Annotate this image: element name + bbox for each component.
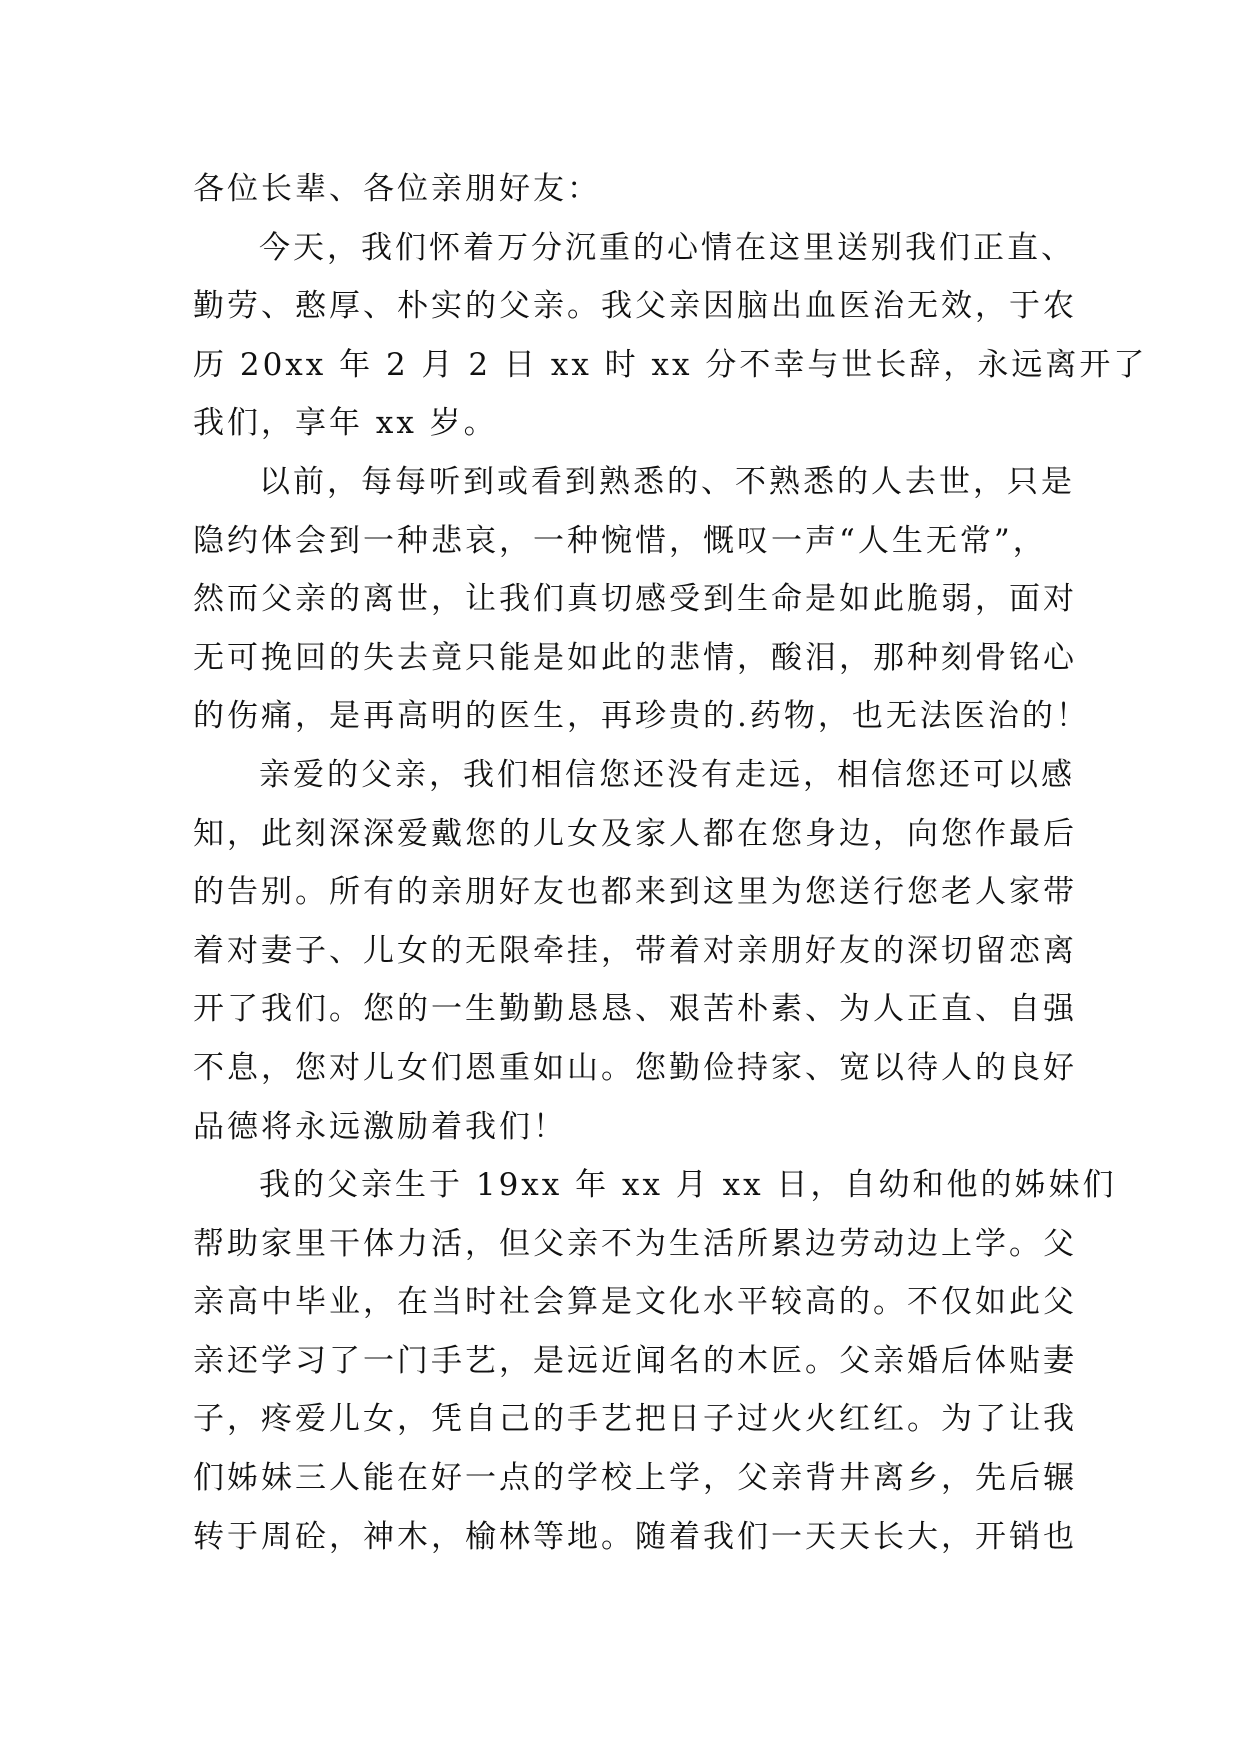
paragraph-3-line-6: 不息，您对儿女们恩重如山。您勤俭持家、宽以待人的良好	[193, 1049, 1077, 1086]
paragraph-2-line-1: 以前，每每听到或看到熟悉的、不熟悉的人去世，只是	[259, 463, 1075, 500]
paragraph-1-line-3: 历 20xx 年 2 月 2 日 xx 时 xx 分不幸与世长辞，永远离开了	[193, 346, 1148, 383]
salutation-line: 各位长辈、各位亲朋好友：	[193, 171, 601, 207]
paragraph-3-line-1: 亲爱的父亲，我们相信您还没有走远，相信您还可以感	[259, 756, 1075, 793]
paragraph-4-line-5: 子，疼爱儿女，凭自己的手艺把日子过火火红红。为了让我	[193, 1401, 1077, 1438]
paragraph-4-line-4: 亲还学习了一门手艺，是远近闻名的木匠。父亲婚后体贴妻	[193, 1342, 1077, 1379]
paragraph-4-line-7: 转于周砼，神木，榆林等地。随着我们一天天长大，开销也	[193, 1518, 1077, 1555]
paragraph-2-line-2: 隐约体会到一种悲哀，一种惋惜，慨叹一声“人生无常”，	[193, 522, 1047, 559]
paragraph-1-line-2: 勤劳、憨厚、朴实的父亲。我父亲因脑出血医治无效，于农	[193, 288, 1077, 325]
paragraph-3-line-2: 知，此刻深深爱戴您的儿女及家人都在您身边，向您作最后	[193, 815, 1077, 852]
paragraph-1-line-1: 今天，我们怀着万分沉重的心情在这里送别我们正直、	[259, 229, 1075, 266]
paragraph-4-line-2: 帮助家里干体力活，但父亲不为生活所累边劳动边上学。父	[193, 1225, 1077, 1262]
paragraph-3-line-3: 的告别。所有的亲朋好友也都来到这里为您送行您老人家带	[193, 874, 1077, 911]
document-body	[193, 160, 1148, 1566]
paragraph-3-line-4: 着对妻子、儿女的无限牵挂，带着对亲朋好友的深切留恋离	[193, 932, 1077, 969]
paragraph-1-line-4: 我们，享年 xx 岁。	[193, 405, 498, 442]
paragraph-4-line-1: 我的父亲生于 19xx 年 xx 月 xx 日，自幼和他的姊妹们	[259, 1167, 1117, 1204]
paragraph-3-line-5: 开了我们。您的一生勤勤恳恳、艰苦朴素、为人正直、自强	[193, 991, 1077, 1028]
paragraph-4-line-3: 亲高中毕业，在当时社会算是文化水平较高的。不仅如此父	[193, 1284, 1077, 1321]
paragraph-2-line-5: 的伤痛，是再高明的医生，再珍贵的.药物，也无法医治的！	[193, 698, 1090, 735]
paragraph-3-line-7: 品德将永远激励着我们！	[193, 1108, 567, 1145]
paragraph-4-line-6: 们姊妹三人能在好一点的学校上学，父亲背井离乡，先后辗	[193, 1460, 1077, 1497]
paragraph-2-line-3: 然而父亲的离世，让我们真切感受到生命是如此脆弱，面对	[193, 581, 1077, 618]
paragraph-2-line-4: 无可挽回的失去竟只能是如此的悲情，酸泪，那种刻骨铭心	[193, 639, 1077, 676]
